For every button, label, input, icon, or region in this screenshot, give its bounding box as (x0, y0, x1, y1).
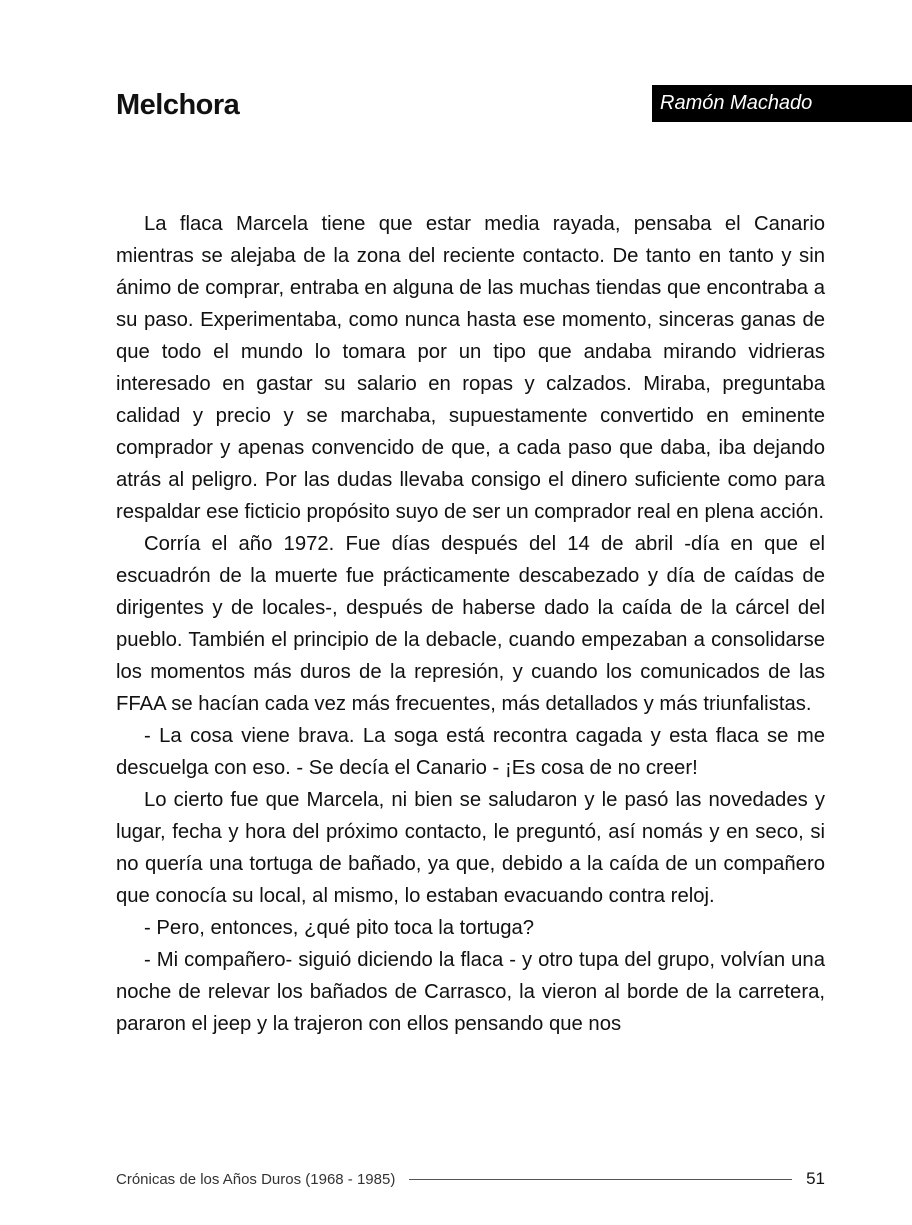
paragraph: Corría el año 1972. Fue días después del 14 de abril -día en que el escuadrón de la muerte fue prácticamente descabezado y día de caídas de dirigentes y de locales-, después de haberse dado la caída de la cárcel del pueblo. También el principio de la debacle, cuando empezaban a consolidarse los momentos más duros de la represión, y cuando los comunicados de las FFAA se hacían cada vez más frecuentes, más detallados y más triunfalistas. (116, 533, 825, 715)
paragraph: Lo cierto fue que Marcela, ni bien se saludaron y le pasó las novedades y lugar, fecha y hora del próximo contacto, le preguntó, así nomás y en seco, si no quería una tortuga de bañado, ya que, debido a la caída de un compañero que conocía su local, al mismo, lo estaban evacuando contra reloj. (116, 789, 825, 907)
author-banner: Ramón Machado (652, 85, 912, 122)
paragraph: - Mi compañero- siguió diciendo la flaca - y otro tupa del grupo, volvían una noche de relevar los bañados de Carrasco, la vieron al borde de la carretera, pararon el jeep y la trajeron con ellos pensando que nos (116, 949, 825, 1035)
page-number: 51 (806, 1169, 825, 1188)
page-footer (116, 1166, 825, 1192)
paragraph: La flaca Marcela tiene que estar media rayada, pensaba el Canario mientras se alejaba de la zona del reciente contacto. De tanto en tanto y sin ánimo de comprar, entraba en alguna de las muchas tiendas que encontraba a su paso. Experimentaba, como nunca hasta ese momento, sinceras ganas de que todo el mundo lo tomara por un tipo que andaba mirando vidrieras interesado en gastar su salario en ropas y calzados. Miraba, preguntaba calidad y precio y se marchaba, supuestamente convertido en eminente comprador y apenas convencido de que, a cada paso que daba, iba dejando atrás al peligro. Por las dudas llevaba consigo el dinero suficiente como para respaldar ese ficticio propósito suyo de ser un comprador real en plena acción. (116, 213, 825, 523)
body-text (116, 208, 825, 1040)
paragraph: - Pero, entonces, ¿qué pito toca la tortuga? (144, 917, 535, 939)
paragraph: - La cosa viene brava. La soga está recontra cagada y esta flaca se me descuelga con eso. - Se decía el Canario - ¡Es cosa de no creer! (116, 725, 825, 779)
book-title: Crónicas de los Años Duros (1968 - 1985) (116, 1170, 396, 1188)
footer-divider (409, 1179, 792, 1180)
chapter-title: Melchora (116, 89, 240, 121)
